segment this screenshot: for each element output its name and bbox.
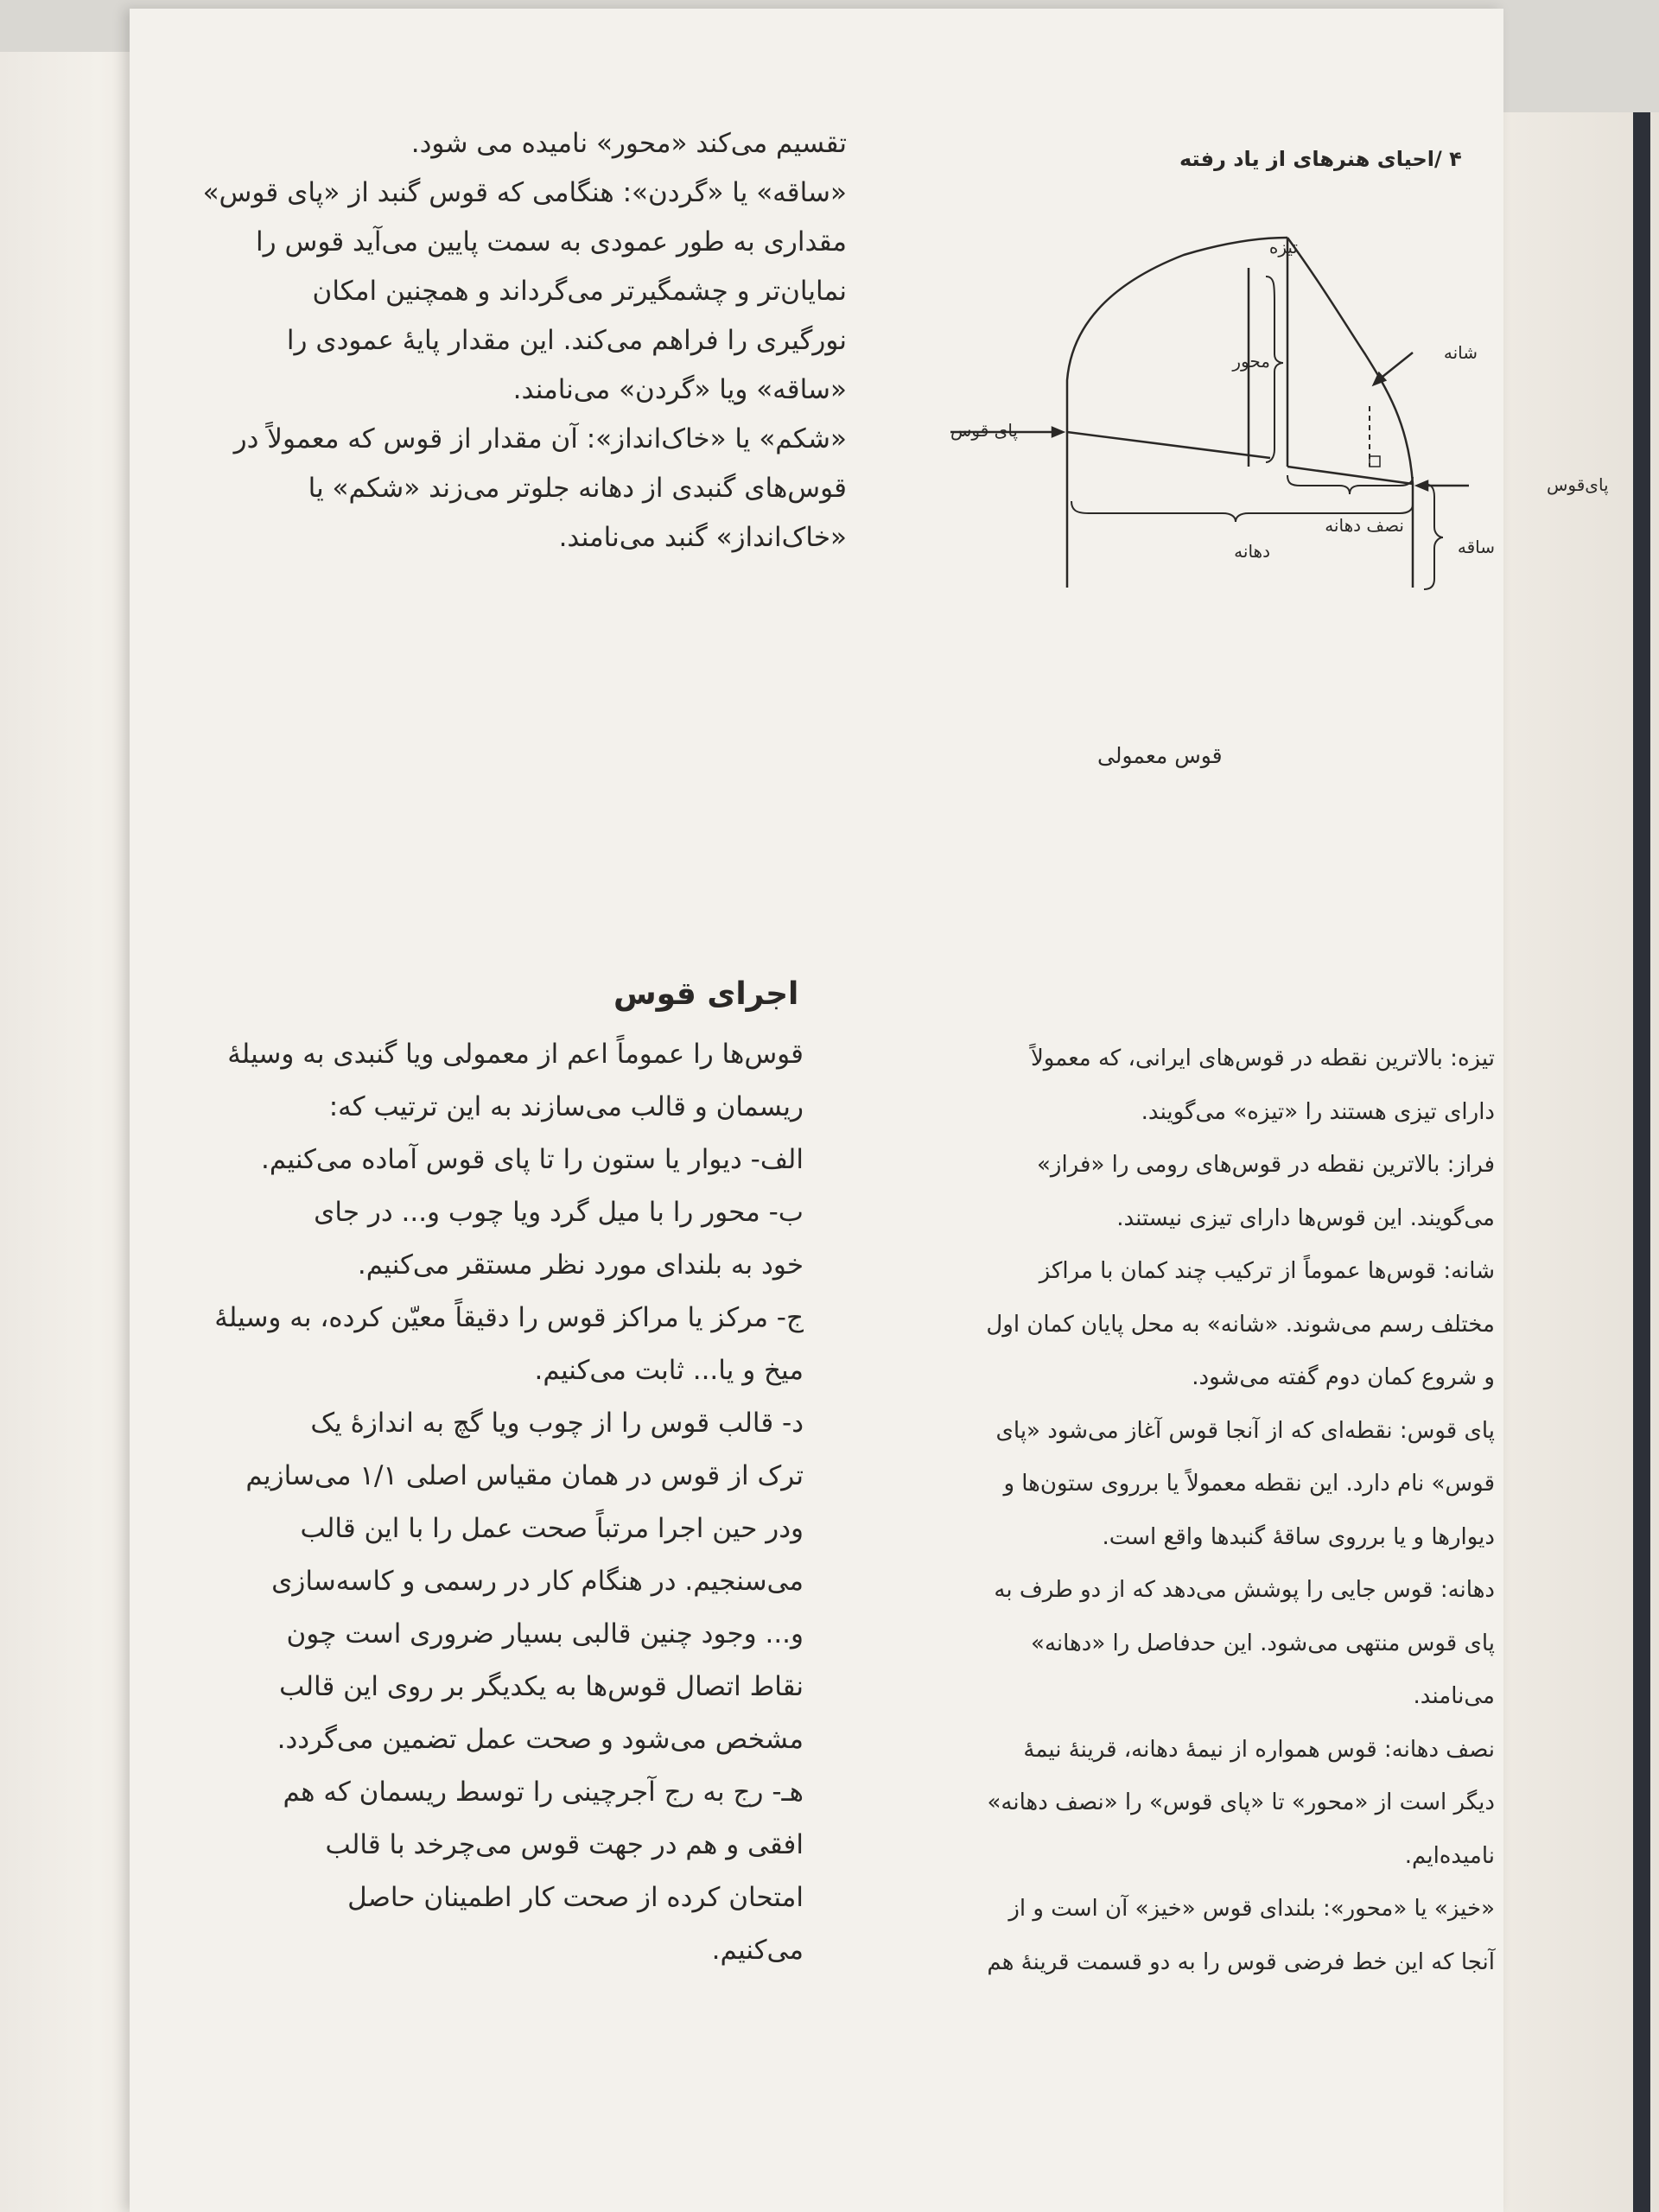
text-line: نصف دهانه: قوس همواره از نیمهٔ دهانه، قرینهٔ نیمهٔ [1023,1736,1495,1763]
text-line: قوس‌ها را عموماً اعم از معمولی ویا گنبدی به وسیلهٔ [227,1039,804,1070]
text-line: افقی و هم در جهت قوس می‌چرخد با قالب [325,1829,804,1860]
label-apex: تیزه [1268,237,1298,257]
section-heading: اجرای قوس [613,976,799,1012]
book-page [130,9,1609,2212]
text-line: قوس» نام دارد. این نقطه معمولاً یا برروی ستون‌ها و [1003,1471,1495,1497]
text-line: نمایان‌تر و چشمگیرتر می‌گرداند و همچنین امکان [312,276,847,307]
running-header: ۴ /احیای هنرهای از یاد رفته [1179,147,1462,171]
text-line: ودر حین اجرا مرتباً صحت عمل را با این قالب [300,1513,804,1544]
text-line: می‌گویند. این قوس‌ها دارای تیزی نیستند. [1116,1205,1495,1231]
right-column-text [890,1033,1495,1989]
text-line: آنجا که این خط فرضی قوس را به دو قسمت قرینهٔ هم [987,1948,1495,1975]
text-line: ترک از قوس در همان مقیاس اصلی ۱/۱ می‌سازیم [245,1460,804,1491]
text-line: می‌کنیم. [711,1935,804,1966]
text-line: قوس‌های گنبدی از دهانه جلوتر می‌زند «شکم» یا [308,473,847,504]
text-line: هـ- رج به رج آجرچینی را توسط ریسمان که هم [283,1777,804,1808]
text-line: و... وجود چنین قالبی بسیار ضروری است چون [286,1618,804,1649]
text-line: خود به بلندای مورد نظر مستقر می‌کنیم. [357,1249,804,1281]
label-stem: ساقه [1457,537,1495,557]
text-line: دیوارها و یا برروی ساقهٔ گنبدها واقع است. [1102,1523,1495,1550]
text-line: «خاک‌انداز» گنبد می‌نامند. [558,522,847,553]
text-line: نامیده‌ایم. [1404,1842,1495,1869]
text-line: د- قالب قوس را از چوب ویا گچ به اندازهٔ یک [310,1408,804,1439]
top-text-block [181,119,847,563]
text-line: مقداری به طور عمودی به سمت پایین می‌آید قوس را [256,226,847,257]
text-line: «شکم» یا «خاک‌انداز»: آن مقدار از قوس که معمولاً در [233,423,847,454]
text-line: «ساقه» یا «گردن»: هنگامی که قوس گنبد از «پای قوس» [202,177,847,208]
label-axis: محور [1232,351,1270,372]
text-line: مختلف رسم می‌شوند. «شانه» به محل پایان کمان اول [986,1311,1495,1338]
text-line: تیزه: بالاترین نقطه در قوس‌های ایرانی، که معمولاً [1030,1046,1495,1071]
label-span: دهانه [1234,541,1270,562]
text-line: می‌سنجیم. در هنگام کار در رسمی و کاسه‌سازی [271,1566,804,1597]
text-line: دیگر است از «محور» تا «پای قوس» را «نصف دهانه» [987,1789,1495,1815]
text-line: امتحان کرده از صحت کار اطمینان حاصل [347,1882,804,1913]
text-line: «ساقه» ویا «گردن» می‌نامند. [512,374,847,405]
text-line: مشخص می‌شود و صحت عمل تضمین می‌گردد. [276,1724,804,1755]
text-line: ب- محور را با میل گرد ویا چوب و... در جای [314,1197,804,1228]
text-line: «خیز» یا «محور»: بلندای قوس «خیز» آن است و از [1008,1896,1495,1922]
text-line: پای قوس منتهی می‌شود. این حدفاصل را «دهانه» [1031,1630,1495,1656]
text-line: میخ و یا... ثابت می‌کنیم. [534,1355,804,1386]
text-line: پای قوس: نقطه‌ای که از آنجا قوس آغاز می‌شود «پای [995,1417,1495,1444]
left-column-text [147,1028,804,1977]
text-line: نقاط اتصال قوس‌ها به یکدیگر بر روی این قالب [279,1671,804,1702]
arch-diagram [812,225,1609,631]
text-line: الف- دیوار یا ستون را تا پای قوس آماده می‌کنیم. [260,1144,804,1175]
diagram-caption: قوس معمولی [1097,743,1223,768]
label-shoulder: شانه [1443,342,1478,363]
text-line: فراز: بالاترین نقطه در قوس‌های رومی را «فراز» [1037,1152,1495,1178]
text-line: شانه: قوس‌ها عموماً از ترکیب چند کمان با مراکز [1039,1258,1495,1284]
text-line: دارای تیزی هستند را «تیزه» می‌گویند. [1141,1098,1495,1125]
text-line: نورگیری را فراهم می‌کند. این مقدار پایهٔ عمودی را [286,325,847,356]
book-cover-edge [1633,112,1650,2212]
text-line: می‌نامند. [1413,1683,1495,1709]
text-line: دهانه: قوس جایی را پوشش می‌دهد که از دو طرف به [994,1577,1495,1603]
text-line: ریسمان و قالب می‌سازند به این ترتیب که: [328,1091,804,1122]
label-half-span: نصف دهانه [1325,515,1404,536]
text-line: ج- مرکز یا مراکز قوس را دقیقاً معیّن کرده، به وسیلهٔ [214,1302,804,1333]
text-line: و شروع کمان دوم گفته می‌شود. [1192,1364,1495,1390]
label-springing-left: پای قوس [950,420,1018,441]
text-line: تقسیم می‌کند «محور» نامیده می شود. [410,128,847,159]
label-springing-right: پای‌قوس [1547,474,1609,495]
